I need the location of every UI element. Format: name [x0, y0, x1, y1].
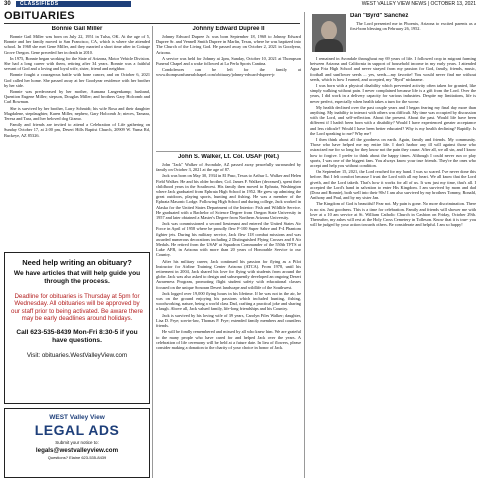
obituary-paragraph: The Kingdom of God is beautiful! Fear not. My pain is gone. No more discrimination. There is no sin. Just goodness. This is a time for celebration. Family and friends will shower me with love at a 10 am service at St. William Catholic Church in Cashion on Friday, October 29th. Thereafter, my ashes will rest at the Holy Cross Cemetery in Tolleson. Know that it is true- you will be judged by your action towards others. Be considerate and helpful. I am so happy!	[310, 201, 476, 228]
ad-headline: Need help writing an obituary?	[22, 258, 132, 267]
obituary-name: Bonnie Gail Miller	[51, 26, 103, 32]
obituary-paragraph: Jack was commissioned a second lieutenant and entered the United States Air Force in April of 1958 where he proudly flew F-100 Super Sabre and F-4 Phantom fighter jets. During his military service, Jack flew 118 combat missions and was awarded numerous decorations including 2 Distinguished Flying Crosses and 8 Air Medals. He retired from the USAF at Squadron Commander of the 550th TFTS at Luke AFB, in Arizona with more than 20 years of Honorable Service to our Country.	[156, 221, 301, 258]
obituary-paragraph: In 1975, Bonnie began working for the State of Arizona, Motor Vehicle Division. She had a long career with them, retiring after 34 years. Bonnie was a faithful servant of God and a loving and loyal wife, sister, friend and neighbor.	[4, 55, 150, 72]
obituary-name: John S. Walker, Lt. Col. USAF (Ret.)	[177, 154, 280, 160]
section-divider	[156, 151, 301, 152]
legal-submit-label: Submit your notice to:	[55, 440, 99, 445]
obituary-bonnie-miller	[4, 26, 150, 250]
obituary-paragraph: She is survived by her brother, Larry Schmidt; his wife Rosa and their daughter Magdalene, stepdaughter, Karen Miller, nephew, Gary Holcomb Jr; nieces, Tamara, Teresa and Tara, and her beloved dog Gizmo.	[4, 105, 150, 122]
page-number: 30	[4, 1, 11, 7]
obituary-paragraph: I then think about all the goodness on earth. Again, family and friends. My community. Those who have helped me my entire life. I don't harbor any ill will against those who ostracized me for so long for they know not the pain they cause. After all, we all sin, and I know how to forgive. I prefer to think about the happy times. Although I could never run or play sports, I was one of the biggest fans. You always know your true friends. They're the ones who accept and help you without condition.	[310, 137, 476, 169]
obituary-name: Johnny Edward Dupree II	[192, 26, 265, 32]
obituary-paragraph: John "Jack" Walker of Avondale, AZ passed away peacefully surrounded by family on October 3, 2021 at the age of 87.	[156, 162, 301, 173]
obituary-paragraph: My health declined over the past couple years and I began fearing my final day more than anything. My inability to interact with others was difficult. My time was occupied by discussion with the Lord, and self-reflection. About the present. About the past. Would life have been different if I hadn't been born with a disability? Would I have experienced greater acceptance and less ridicule? Would I have been better educated? Why is my health declining? Rapidly. Is the Lord speaking to me? Why me?	[310, 104, 476, 136]
obituary-paragraph: Bonnie fought a courageous battle with bone cancer, and on October 6, 2021 God called her home. She passed away at her Goodyear residence with her brother by her side.	[4, 72, 150, 88]
heading-rule	[4, 23, 300, 24]
obituary-paragraph: Bonnie Gail Miller was born on July 22, 1951 in Tulsa, OK. At the age of 5, Bonnie and her family moved to San Francisco, CA, which is where she attended school. In 1968 she met Gene Miller, and they married a short time after in Cottage Grove Oregon. Gene preceded her in death in 2010.	[4, 34, 150, 55]
ad-phone: Call 623-535-8439 Mon-Fri 8:30-5 if you have questions.	[16, 329, 138, 345]
legal-questions: Questions? Elaine 623-535-8439	[47, 455, 107, 460]
obituary-paragraph: Condolences can be left for the family at www.thompsonfuneralchapel.com/obituary/johnny-edward-dupree-jr	[156, 67, 301, 78]
portrait-face	[321, 21, 337, 40]
legal-email-link[interactable]: legals@westvalleyview.com	[35, 447, 119, 454]
obituary-dan-sanchez	[310, 56, 476, 478]
legal-ads-title: LEGAL ADS	[34, 422, 120, 438]
column-divider	[152, 26, 153, 478]
ad-subheadline: We have articles that will help guide you through the process.	[13, 270, 141, 285]
ad-deadline: Deadline for obituaries is Thursday at 5pm for Wednesday. All obituaries will be approved by our staff prior to being activated. Be aware there may be early deadlines around holidays.	[11, 293, 143, 322]
page-header	[0, 0, 480, 9]
publication-info: WEST VALLEY VIEW NEWS | OCTOBER 13, 2021	[361, 1, 476, 7]
ad-website-link[interactable]: Visit: obituaries.WestValleyView.com	[26, 352, 128, 360]
obituary-name: Dan "Byrd" Sanchez	[350, 13, 409, 19]
brand-logo: WEST Valley View	[49, 414, 105, 421]
obituary-paragraph: On September 15, 2021, the Lord reached for my hand. I was so scared. I've never done this before. But I felt comfort because I trust the Lord with all my heart. We all know that the Lord giveth, and the Lord taketh. That's how it works for all of us. It was just my time, that's all. I accepted the Lord's hand in salvation to enter His Kingdom. I am survived by mom and dad (Dora and Ronnie), both well into their 90s! I am also survived by my brothers Tommy, Ronald, Anthony and Paul, and by my sister Jan.	[310, 169, 476, 201]
obituaries-heading: OBITUARIES	[4, 10, 75, 22]
obituary-dan-sanchez-top	[350, 13, 476, 55]
obituary-paragraph: Family and friends are invited to attend a Celebration of Life gathering on Sunday October 17, at 2:00 pm, Desert Hills Baptist Church, 20909 W. Yuma Rd, Buckeye, AZ 85326.	[4, 122, 150, 138]
obituary-paragraph: Jack is survived by his loving wife of 39 years, Carolyn Files Walker; daughter, Lisa D. Frye; son-in-law, Thomas P. Frye; extended family members and countless friends.	[156, 312, 301, 329]
portrait-photo	[312, 14, 346, 52]
obituary-paragraph: The Lord presented me in Phoenix, Arizona to excited parents as a first-born blessing on February 26, 1952.	[350, 21, 476, 32]
obituary-paragraph: After his military career, Jack continued his passion for flying as a Pilot Instructor for Airline Training Center Arizona (ATCA). From 1978, until his retirement in 2004, Jack shared his love for flying with students from around the globe. Jack was also asked to design and subsequently developed an ongoing Desert Awareness Program, promoting flight student safety with educational classes focused on the unique Sonoran Desert landscape and wildlife of the Southwest.	[156, 258, 301, 290]
section-label: CLASSIFIEDS	[20, 1, 59, 7]
obituary-help-ad	[4, 252, 150, 404]
obituary-paragraph: Johnny Edward Dupree Jr. was born September 18, 1968 to Johnny Edward Dupree Sr. and Vennell Smith Dupree in Marlin, Texas, where he was baptized into The Church of the Living God. He passed away on October 2, 2021 in Goodyear, Arizona.	[156, 34, 301, 55]
obituary-paragraph: Bonnie was predeceased by her mother, Aumana Langenkamp; husband, Quention Eugene Miller; stepson, Douglas Miller; and brothers Gary Holcomb and Carl Bowman.	[4, 89, 150, 105]
obituary-john-walker	[156, 154, 301, 478]
obituary-paragraph: I remained in Avondale throughout my 69 years of life. I followed crop in migrant farming between Arizona and California in support of household income in my early years. I attended Agua Fria High School and never strayed from my passion for God, family, friends, music, football and sunflower seeds ... yes, seeds—my favorite! You would never find me without seeds, which is how I earned, and accepted, my "Byrd" nickname.	[310, 56, 476, 82]
obituary-johnny-dupree	[156, 26, 301, 150]
portrait-body	[315, 39, 343, 52]
obituary-paragraph: I was born with a physical disability which prevented activity often taken for granted, like simply walking without pain. I never complained because life is a gift from the Lord. Over the years, I did work in a delivery capacity for various industries. Despite my limitations, life is never perfect, especially when health takes a turn for the worse.	[310, 83, 476, 104]
legal-ads-box	[4, 408, 150, 478]
obituary-paragraph: He will be fondly remembered and missed by all who knew him. We are grateful to the many people who have cared for and helped Jack over the years. A celebration of life ceremony will be held at a future date. In lieu of flowers, please consider making a donation to the charity of your choice in honor of Jack.	[156, 329, 301, 350]
obituary-paragraph: Jack was born on May 30, 1934 in El Paso, Texas to Arthur L. Walker and Helen Field Walker. He and his older brother, Col. James F. Walker (deceased), spent their childhood years in the Southwest. His family then moved to Ephrata, Washington where Jack graduated from Ephrata High School in 1952. He grew up admiring the great outdoors, playing sports, hunting and fishing. He was a member of the Ephrata Masonic Lodge. Following High School and during college, Jack worked in Alaska for the United States Department of the Interior: Fish and Wildlife Service. He graduated with a Bachelor of Science Degree from Oregon State University in 1957 and later obtained a Master's Degree from Northern Arizona University.	[156, 173, 301, 221]
obituary-paragraph: Jack logged over 19,000 flying hours in his lifetime. If he was not in the air, he was on the ground enjoying his passions which included hunting, fishing, woodworking, nature, being a world class Dad, crafting a practical joke and sharing a laugh. Above all, Jack valued family, life-long friendships and his Country.	[156, 290, 301, 312]
column-divider	[304, 12, 305, 478]
obituary-paragraph: A service was held for Johnny at 2pm, Sunday, October 10, 2021 at Thompson Funeral Chapel and a wake followed at La Perla Sports Cantina.	[156, 55, 301, 67]
